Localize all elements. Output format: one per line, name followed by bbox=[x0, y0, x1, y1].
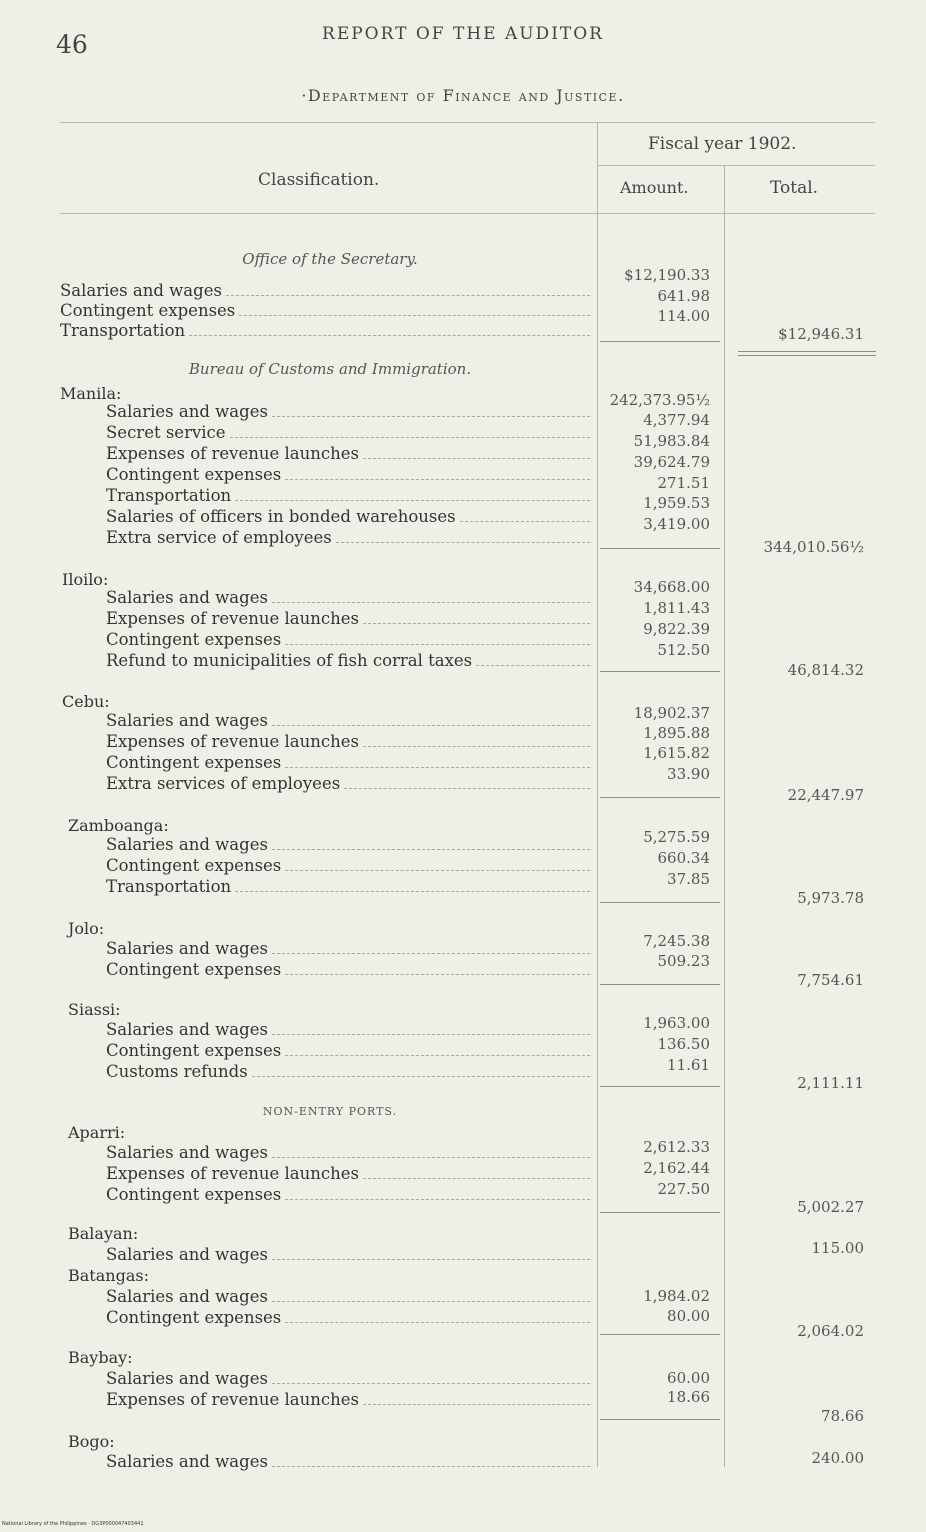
item-label: Contingent expenses bbox=[60, 301, 236, 320]
item-label: Salaries and wages bbox=[106, 1452, 268, 1471]
line-item bbox=[106, 1308, 590, 1328]
item-amount: 18.66 bbox=[667, 1388, 710, 1406]
amount-header: Amount. bbox=[620, 178, 689, 197]
dot-leader bbox=[272, 1466, 590, 1467]
dot-leader bbox=[363, 623, 590, 624]
department-title: ·Department of Finance and Justice. bbox=[301, 86, 625, 105]
line-item bbox=[60, 321, 590, 341]
item-label: Transportation bbox=[60, 321, 186, 340]
line-item bbox=[60, 301, 590, 321]
item-label: Contingent expenses bbox=[106, 856, 282, 875]
line-item bbox=[106, 588, 590, 608]
item-label: Salaries and wages bbox=[106, 402, 268, 421]
dot-leader bbox=[285, 870, 590, 871]
item-label: Refund to municipalities of fish corral taxes bbox=[106, 651, 473, 670]
table-top-rule bbox=[60, 122, 875, 123]
port-zamboanga: Zamboanga: bbox=[68, 816, 169, 835]
line-item bbox=[106, 1041, 590, 1061]
dot-leader bbox=[285, 1322, 590, 1323]
line-item bbox=[106, 1452, 590, 1472]
cebu-total: 22,447.97 bbox=[787, 786, 864, 804]
subtotal-rule bbox=[600, 797, 720, 798]
dot-leader bbox=[336, 542, 590, 543]
port-baybay: Baybay: bbox=[68, 1348, 133, 1367]
item-amount: 1,811.43 bbox=[643, 599, 710, 617]
item-amount: 4,377.94 bbox=[643, 411, 710, 429]
port-bogo: Bogo: bbox=[68, 1432, 115, 1451]
item-amount: 1,895.88 bbox=[643, 724, 710, 742]
item-label: Contingent expenses bbox=[106, 753, 282, 772]
item-label: Contingent expenses bbox=[106, 630, 282, 649]
line-item bbox=[106, 1185, 590, 1205]
subtotal-rule bbox=[600, 1334, 720, 1335]
running-head: REPORT OF THE AUDITOR bbox=[322, 24, 604, 44]
item-amount: 11.61 bbox=[667, 1056, 710, 1074]
column-divider-left bbox=[597, 122, 598, 1467]
dot-leader bbox=[230, 437, 590, 438]
item-label: Transportation bbox=[106, 877, 232, 896]
line-item bbox=[106, 856, 590, 876]
item-amount: 18,902.37 bbox=[633, 704, 710, 722]
dot-leader bbox=[235, 500, 590, 501]
item-amount: 1,615.82 bbox=[643, 744, 710, 762]
page-number: 46 bbox=[56, 30, 88, 59]
line-item bbox=[106, 774, 590, 794]
port-aparri: Aparri: bbox=[68, 1123, 126, 1142]
subtotal-rule bbox=[600, 984, 720, 985]
dot-leader bbox=[285, 644, 590, 645]
dot-leader bbox=[272, 1383, 590, 1384]
iloilo-total: 46,814.32 bbox=[787, 661, 864, 679]
item-amount: 51,983.84 bbox=[633, 432, 710, 450]
line-item bbox=[106, 732, 590, 752]
item-amount: 227.50 bbox=[657, 1180, 710, 1198]
line-item bbox=[106, 609, 590, 629]
line-item bbox=[106, 507, 590, 527]
line-item bbox=[106, 1020, 590, 1040]
dot-leader bbox=[272, 953, 590, 954]
item-label: Expenses of revenue launches bbox=[106, 1390, 360, 1409]
item-label: Extra services of employees bbox=[106, 774, 341, 793]
item-amount: 34,668.00 bbox=[633, 578, 710, 596]
dot-leader bbox=[189, 335, 590, 336]
line-item bbox=[106, 1164, 590, 1184]
item-label: Contingent expenses bbox=[106, 1308, 282, 1327]
item-amount: 1,963.00 bbox=[643, 1014, 710, 1032]
item-amount: 512.50 bbox=[657, 641, 710, 659]
line-item bbox=[106, 877, 590, 897]
port-jolo: Jolo: bbox=[68, 919, 105, 938]
dot-leader bbox=[272, 416, 590, 417]
item-amount: 242,373.95½ bbox=[609, 391, 710, 409]
item-label: Salaries and wages bbox=[106, 1143, 268, 1162]
classification-header: Classification. bbox=[258, 170, 380, 190]
item-label: Contingent expenses bbox=[106, 465, 282, 484]
item-label: Expenses of revenue launches bbox=[106, 444, 360, 463]
item-label: Salaries and wages bbox=[106, 588, 268, 607]
header-bottom-rule bbox=[60, 213, 875, 214]
line-item bbox=[60, 281, 590, 301]
item-label: Salaries and wages bbox=[106, 1369, 268, 1388]
line-item bbox=[106, 939, 590, 959]
dot-leader bbox=[272, 849, 590, 850]
dot-leader bbox=[363, 1404, 590, 1405]
line-item bbox=[106, 1245, 590, 1265]
dot-leader bbox=[363, 1178, 590, 1179]
line-item bbox=[106, 423, 590, 443]
item-amount: 5,275.59 bbox=[643, 828, 710, 846]
item-amount: 271.51 bbox=[657, 474, 710, 492]
subtotal-rule bbox=[600, 341, 720, 342]
dot-leader bbox=[239, 315, 590, 316]
item-label: Salaries and wages bbox=[106, 1020, 268, 1039]
subtotal-rule bbox=[600, 902, 720, 903]
section-secretary: Office of the Secretary. bbox=[242, 250, 418, 268]
line-item bbox=[106, 1390, 590, 1410]
dot-leader bbox=[363, 458, 590, 459]
line-item bbox=[106, 835, 590, 855]
dot-leader bbox=[226, 295, 590, 296]
line-item bbox=[106, 528, 590, 548]
balayan-total: 115.00 bbox=[811, 1239, 864, 1257]
dot-leader bbox=[285, 767, 590, 768]
jolo-total: 7,754.61 bbox=[797, 971, 864, 989]
dot-leader bbox=[285, 1199, 590, 1200]
port-iloilo: Iloilo: bbox=[62, 570, 109, 589]
item-amount: 37.85 bbox=[667, 870, 710, 888]
line-item bbox=[106, 753, 590, 773]
batangas-total: 2,064.02 bbox=[797, 1322, 864, 1340]
line-item bbox=[106, 630, 590, 650]
item-label: Expenses of revenue launches bbox=[106, 732, 360, 751]
item-label: Salaries and wages bbox=[106, 1245, 268, 1264]
dot-leader bbox=[272, 1301, 590, 1302]
item-amount: 2,612.33 bbox=[643, 1138, 710, 1156]
dot-leader bbox=[285, 974, 590, 975]
item-amount: 7,245.38 bbox=[643, 932, 710, 950]
column-divider-right bbox=[724, 165, 725, 1467]
line-item bbox=[106, 1287, 590, 1307]
dot-leader bbox=[252, 1076, 590, 1077]
fiscal-year-rule bbox=[598, 165, 875, 166]
item-label: Expenses of revenue launches bbox=[106, 1164, 360, 1183]
item-label: Extra service of employees bbox=[106, 528, 332, 547]
fiscal-year-header: Fiscal year 1902. bbox=[648, 134, 797, 154]
subtotal-rule bbox=[600, 1212, 720, 1213]
item-label: Contingent expenses bbox=[106, 1185, 282, 1204]
line-item bbox=[106, 960, 590, 980]
item-amount: 80.00 bbox=[667, 1307, 710, 1325]
item-amount: 2,162.44 bbox=[643, 1159, 710, 1177]
item-label: Salaries and wages bbox=[60, 281, 222, 300]
item-amount: 1,959.53 bbox=[643, 494, 710, 512]
item-label: Contingent expenses bbox=[106, 1041, 282, 1060]
zamboanga-total: 5,973.78 bbox=[797, 889, 864, 907]
item-label: Salaries and wages bbox=[106, 1287, 268, 1306]
section-non-entry-ports: NON-ENTRY PORTS. bbox=[262, 1105, 398, 1118]
secretary-total: $12,946.31 bbox=[778, 325, 864, 343]
item-label: Transportation bbox=[106, 486, 232, 505]
dot-leader bbox=[272, 1259, 590, 1260]
item-label: Salaries and wages bbox=[106, 711, 268, 730]
line-item bbox=[106, 1062, 590, 1082]
item-amount: 1,984.02 bbox=[643, 1287, 710, 1305]
item-amount: 39,624.79 bbox=[633, 453, 710, 471]
item-label: Salaries and wages bbox=[106, 939, 268, 958]
line-item bbox=[106, 651, 590, 671]
total-header: Total. bbox=[770, 178, 819, 198]
item-label: Salaries of officers in bonded warehouses bbox=[106, 507, 456, 526]
manila-total: 344,010.56½ bbox=[763, 538, 864, 556]
dot-leader bbox=[476, 665, 590, 666]
line-item bbox=[106, 1369, 590, 1389]
port-balayan: Balayan: bbox=[68, 1224, 139, 1243]
section-customs: Bureau of Customs and Immigration. bbox=[188, 360, 472, 378]
item-amount: 136.50 bbox=[657, 1035, 710, 1053]
port-siassi: Siassi: bbox=[68, 1000, 121, 1019]
dot-leader bbox=[272, 602, 590, 603]
dot-leader bbox=[460, 521, 590, 522]
item-label: Expenses of revenue launches bbox=[106, 609, 360, 628]
subtotal-rule bbox=[600, 1419, 720, 1420]
item-amount: 9,822.39 bbox=[643, 620, 710, 638]
line-item bbox=[106, 444, 590, 464]
scan-footer: National Library of the Philippines · DG3P000047403441 bbox=[2, 1521, 144, 1527]
item-amount: 114.00 bbox=[657, 307, 710, 325]
item-amount: 60.00 bbox=[667, 1369, 710, 1387]
port-cebu: Cebu: bbox=[62, 692, 110, 711]
item-amount: 33.90 bbox=[667, 765, 710, 783]
item-amount: 641.98 bbox=[657, 287, 710, 305]
bogo-total: 240.00 bbox=[811, 1449, 864, 1467]
dot-leader bbox=[363, 746, 590, 747]
dot-leader bbox=[272, 725, 590, 726]
siassi-total: 2,111.11 bbox=[797, 1074, 864, 1092]
aparri-total: 5,002.27 bbox=[797, 1198, 864, 1216]
item-label: Contingent expenses bbox=[106, 960, 282, 979]
dot-leader bbox=[235, 891, 590, 892]
item-amount: 509.23 bbox=[657, 952, 710, 970]
subtotal-rule bbox=[600, 1086, 720, 1087]
item-amount: 660.34 bbox=[657, 849, 710, 867]
item-amount: 3,419.00 bbox=[643, 515, 710, 533]
port-manila: Manila: bbox=[60, 384, 122, 403]
dot-leader bbox=[285, 479, 590, 480]
line-item bbox=[106, 711, 590, 731]
item-label: Customs refunds bbox=[106, 1062, 248, 1081]
dot-leader bbox=[272, 1034, 590, 1035]
dot-leader bbox=[344, 788, 590, 789]
line-item bbox=[106, 402, 590, 422]
line-item bbox=[106, 465, 590, 485]
line-item bbox=[106, 486, 590, 506]
item-label: Secret service bbox=[106, 423, 226, 442]
line-item bbox=[106, 1143, 590, 1163]
double-rule bbox=[738, 351, 876, 356]
dot-leader bbox=[285, 1055, 590, 1056]
item-amount: $12,190.33 bbox=[624, 266, 710, 284]
subtotal-rule bbox=[600, 548, 720, 549]
baybay-total: 78.66 bbox=[821, 1407, 864, 1425]
port-batangas: Batangas: bbox=[68, 1266, 149, 1285]
item-label: Salaries and wages bbox=[106, 835, 268, 854]
subtotal-rule bbox=[600, 671, 720, 672]
dot-leader bbox=[272, 1157, 590, 1158]
